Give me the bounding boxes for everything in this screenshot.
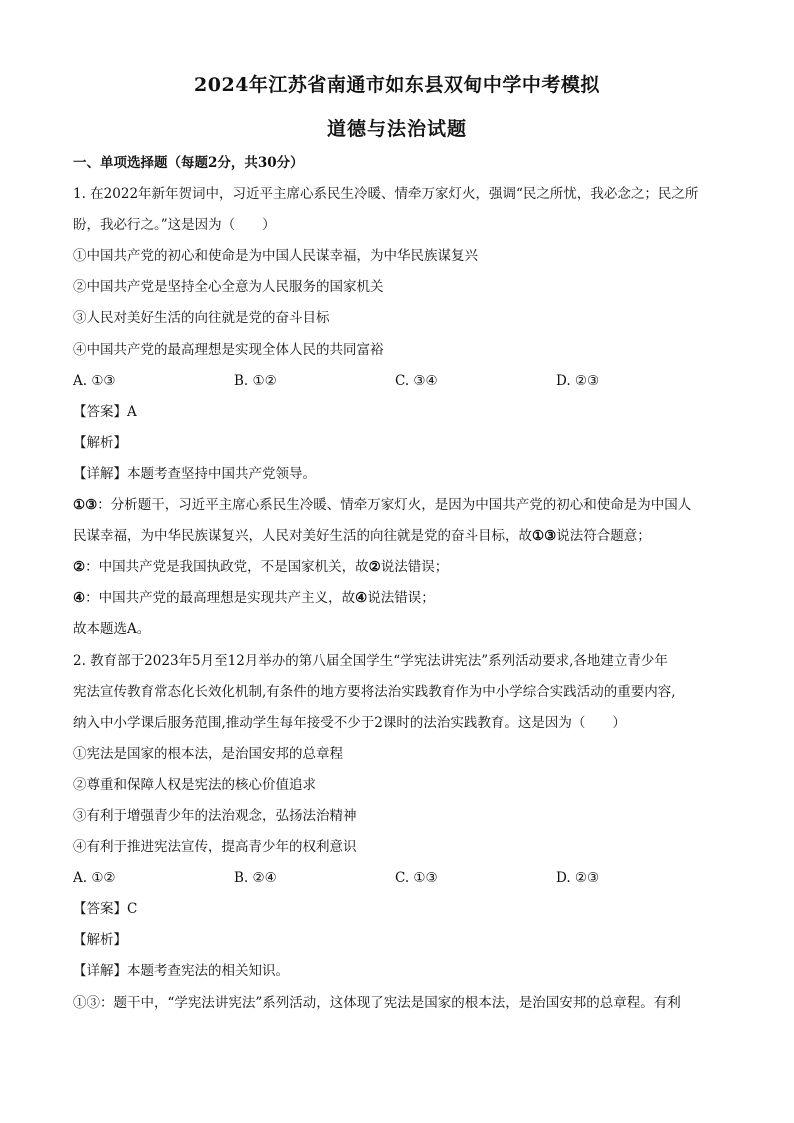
q1-detail — [73, 459, 721, 490]
detail-label: 【详解】 — [73, 963, 127, 980]
detail-text: 本题考查坚持中国共产党领导。 — [127, 465, 316, 482]
q2-detail — [73, 956, 721, 987]
q1-explanation-line — [73, 521, 721, 552]
explanation-text: ：分析题干，习近平主席心系民生冷暖、情牵万家灯火，是因为中国共产党的初心和使命是为中国人 — [97, 497, 692, 514]
q2-answer: 【答案】C — [73, 901, 138, 918]
explanation-text: 说法符合题意； — [556, 528, 651, 545]
q1-statement: ④中国共产党的最高理想是实现全体人民的共同富裕 — [73, 341, 384, 358]
detail-label: 【详解】 — [73, 465, 127, 482]
explanation-text: 说法错误； — [380, 559, 449, 576]
statement-ref: ④ — [73, 590, 86, 607]
q1-statement: ③人民对美好生活的向往就是党的奋斗目标 — [73, 310, 330, 327]
document-title: 2024年江苏省南通市如东县双甸中学中考模拟 — [194, 74, 600, 96]
q2-analysis-label: 【解析】 — [73, 932, 127, 949]
detail-text: 本题考查宪法的相关知识。 — [127, 963, 289, 980]
q2-statement: ①宪法是国家的根本法，是治国安邦的总章程 — [73, 745, 343, 762]
q1-analysis-label: 【解析】 — [73, 434, 127, 451]
explanation-text: 说法错误； — [367, 590, 435, 607]
q2-option-c: C. ①③ — [395, 870, 438, 887]
q1-explanation-line — [73, 490, 721, 521]
q1-stem-line: 盼，我必行之。”这是因为（ ） — [73, 217, 276, 234]
q1-conclusion: 故本题选A。 — [73, 621, 151, 638]
q1-explanation-line — [73, 552, 721, 583]
q1-option-c: C. ③④ — [395, 372, 438, 389]
document-body — [73, 148, 721, 1019]
q1-option-d: D. ②③ — [556, 372, 600, 389]
q1-option-b: B. ①② — [234, 372, 277, 389]
q1-options — [73, 366, 721, 397]
statement-ref: ①③ — [73, 497, 98, 514]
q1-statement: ①中国共产党的初心和使命是为中国人民谋幸福，为中华民族谋复兴 — [73, 248, 478, 265]
q2-option-a: A. ①② — [73, 870, 116, 887]
q2-option-d: D. ②③ — [556, 870, 600, 887]
q1-statement: ②中国共产党是坚持全心全意为人民服务的国家机关 — [73, 279, 384, 296]
statement-ref: ② — [368, 559, 381, 576]
section-heading: 一、单项选择题（每题2分，共30分） — [73, 155, 304, 171]
q2-explanation-line: ①③：题干中，“学宪法讲宪法”系列活动，这体现了宪法是国家的根本法，是治国安邦的总章程。有利 — [73, 994, 681, 1011]
statement-ref: ①③ — [532, 528, 557, 545]
q2-statement: ③有利于增强青少年的法治观念，弘扬法治精神 — [73, 807, 357, 824]
explanation-text: ：中国共产党是我国执政党，不是国家机关，故 — [85, 559, 369, 576]
document-subtitle: 道德与法治试题 — [326, 118, 467, 140]
explanation-text: ：中国共产党的最高理想是实现共产主义，故 — [85, 590, 356, 607]
q1-option-a: A. ①③ — [73, 372, 116, 389]
q2-stem-line: 2. 教育部于2023年5月至12月举办的第八届全国学生“学宪法讲宪法”系列活动要求,各地建立青少年 — [73, 652, 668, 669]
q1-answer: 【答案】A — [73, 403, 137, 420]
q1-explanation-line — [73, 583, 721, 614]
q2-stem-line: 纳入中小学课后服务范围,推动学生每年接受不少于2课时的法治实践教育。这是因为（ ） — [73, 714, 626, 731]
statement-ref: ④ — [355, 590, 368, 607]
statement-ref: ② — [73, 559, 86, 576]
q2-option-b: B. ②④ — [234, 870, 277, 887]
q1-stem-line: 1. 在2022年新年贺词中，习近平主席心系民生冷暖、情牵万家灯火，强调“民之所忧，我必念之；民之所 — [73, 186, 699, 203]
q2-options — [73, 863, 721, 894]
q2-statement: ④有利于推进宪法宣传，提高青少年的权利意识 — [73, 839, 357, 856]
q2-statement: ②尊重和保障人权是宪法的核心价值追求 — [73, 776, 316, 793]
q2-stem-line: 宪法宣传教育常态化长效化机制,有条件的地方要将法治实践教育作为中小学综合实践活动的重要内容, — [73, 683, 676, 700]
explanation-text: 民谋幸福，为中华民族谋复兴，人民对美好生活的向往就是党的奋斗目标，故 — [73, 528, 532, 545]
